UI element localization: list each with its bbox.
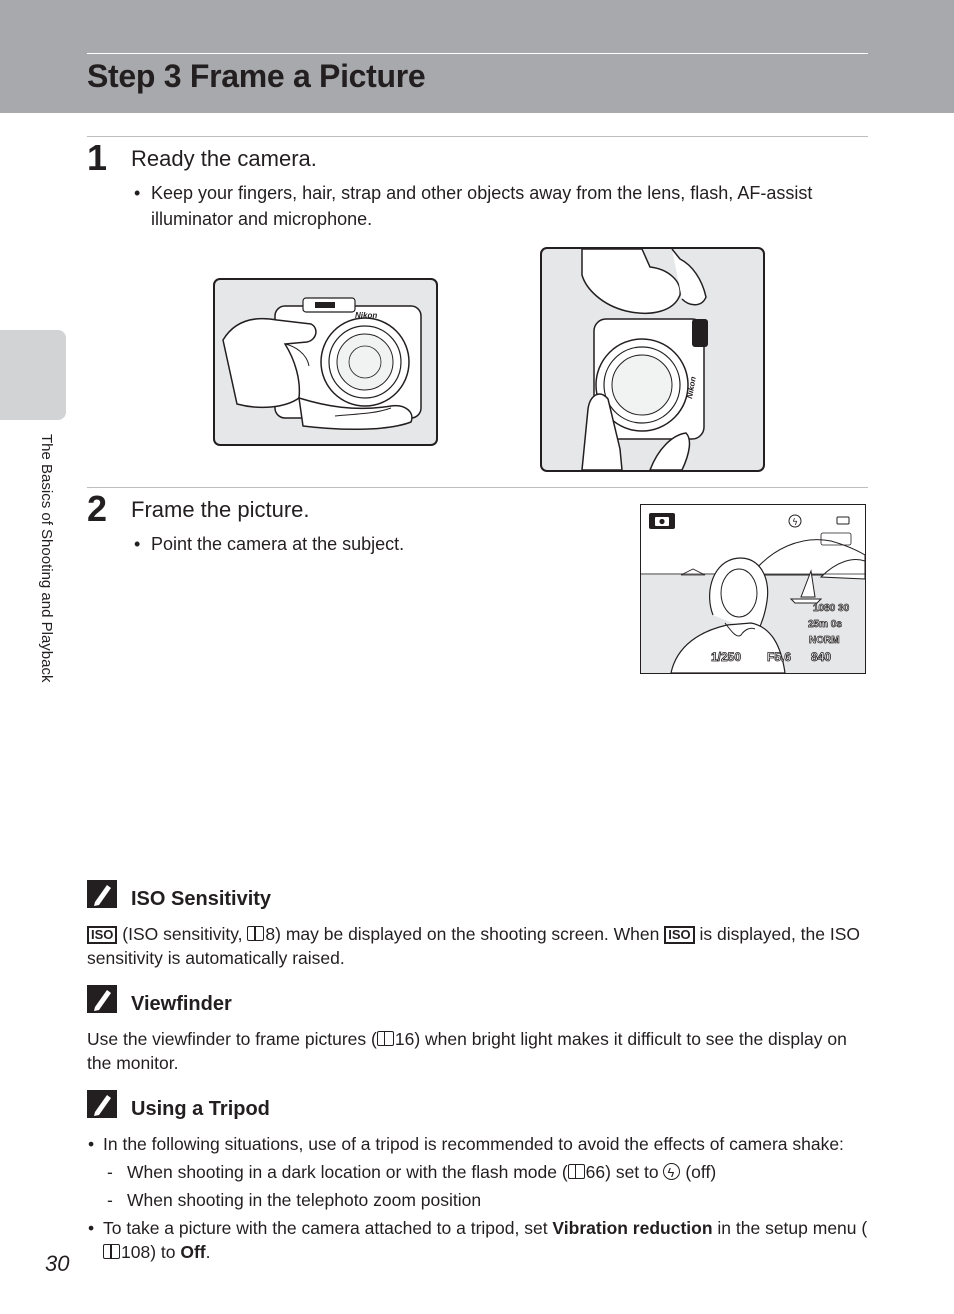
side-tab: [0, 330, 66, 420]
camera-vertical-illustration: [540, 247, 765, 472]
header-rule: [87, 53, 868, 54]
camera-front-illustration: [213, 278, 438, 446]
side-tab-label: The Basics of Shooting and Playback: [38, 434, 55, 683]
viewfinder-note-heading: Viewfinder: [131, 993, 232, 1015]
iso-icon: ISO: [664, 926, 694, 944]
nikon-logo-b: Nikon: [685, 375, 698, 400]
step2-rule: [87, 487, 868, 488]
camera-vertical-drawing: [542, 249, 763, 470]
step2-bullet: [134, 531, 591, 557]
book-reference-icon: [377, 1031, 394, 1046]
step1-bullet-text: Keep your fingers, hair, strap and other objects away from the lens, flash, AF-assist illuminator and microphone.: [151, 183, 813, 229]
monitor-screen-drawing: [641, 505, 865, 673]
bullet-dot: •: [88, 1134, 95, 1154]
iso-note-body: ISO (ISO sensitivity, 8) may be displayed on the shooting screen. When ISO is displayed, the ISO sensitivity is automatically raised.: [87, 924, 861, 968]
step2-heading: Frame the picture.: [131, 497, 310, 522]
bullet-dot: •: [88, 1218, 95, 1238]
monitor-movie-time: 25m 0s: [808, 619, 842, 630]
viewfinder-note-body: Use the viewfinder to frame pictures ( 16) when bright light makes it difficult to see the display on the monitor.: [87, 1029, 847, 1073]
header-band: [0, 0, 954, 113]
flash-off-icon: [663, 1163, 680, 1180]
monitor-aperture: F5.6: [767, 650, 792, 664]
bullet-dot: •: [134, 183, 141, 203]
iso-note-heading: ISO Sensitivity: [131, 888, 272, 910]
step1-rule: [87, 136, 868, 137]
step2-bullet-text: Point the camera at the subject.: [151, 534, 405, 554]
page-title: Step 3 Frame a Picture: [87, 58, 426, 94]
monitor-shutter-speed: 1/250: [711, 650, 742, 664]
nikon-logo-a: Nikon: [355, 311, 378, 320]
page-number: 30: [45, 1251, 70, 1276]
book-reference-icon: [568, 1164, 585, 1179]
step1-heading: Ready the camera.: [131, 146, 317, 171]
book-reference-icon: [103, 1244, 120, 1259]
pencil-note-icon: [87, 1090, 117, 1118]
dash-marker: -: [107, 1190, 113, 1210]
monitor-exposures-remaining: 840: [811, 650, 832, 664]
monitor-image-quality: NORM: [809, 635, 840, 646]
step2-number: 2: [87, 488, 108, 529]
dash-marker: -: [107, 1162, 113, 1182]
monitor-movie-format: 1080 30: [813, 603, 850, 614]
book-reference-icon: [247, 926, 264, 941]
iso-icon: ISO: [87, 926, 117, 944]
bullet-dot: •: [134, 534, 141, 554]
svg-text:ϟ: ϟ: [792, 518, 798, 528]
pencil-note-icon: [87, 880, 117, 908]
camera-front-drawing: [215, 280, 436, 444]
step1-bullet: [134, 180, 851, 232]
tripod-bullet-1: • In the following situations, use of a tripod is recommended to avoid the effects of camera shake:: [88, 1134, 844, 1154]
pencil-note-icon: [87, 985, 117, 1013]
tripod-note-heading: Using a Tripod: [131, 1098, 270, 1120]
step1-number: 1: [87, 137, 108, 178]
tripod-sub-item-1: - When shooting in a dark location or with the flash mode ( 66) set to ϟ (off): [127, 1160, 867, 1184]
tripod-sub-item-2: - When shooting in the telephoto zoom position: [107, 1190, 482, 1210]
tripod-bullet-2: • To take a picture with the camera attached to a tripod, set Vibration reduction in the setup menu (108) to Off.: [88, 1218, 868, 1262]
monitor-screen-illustration: [640, 504, 866, 674]
